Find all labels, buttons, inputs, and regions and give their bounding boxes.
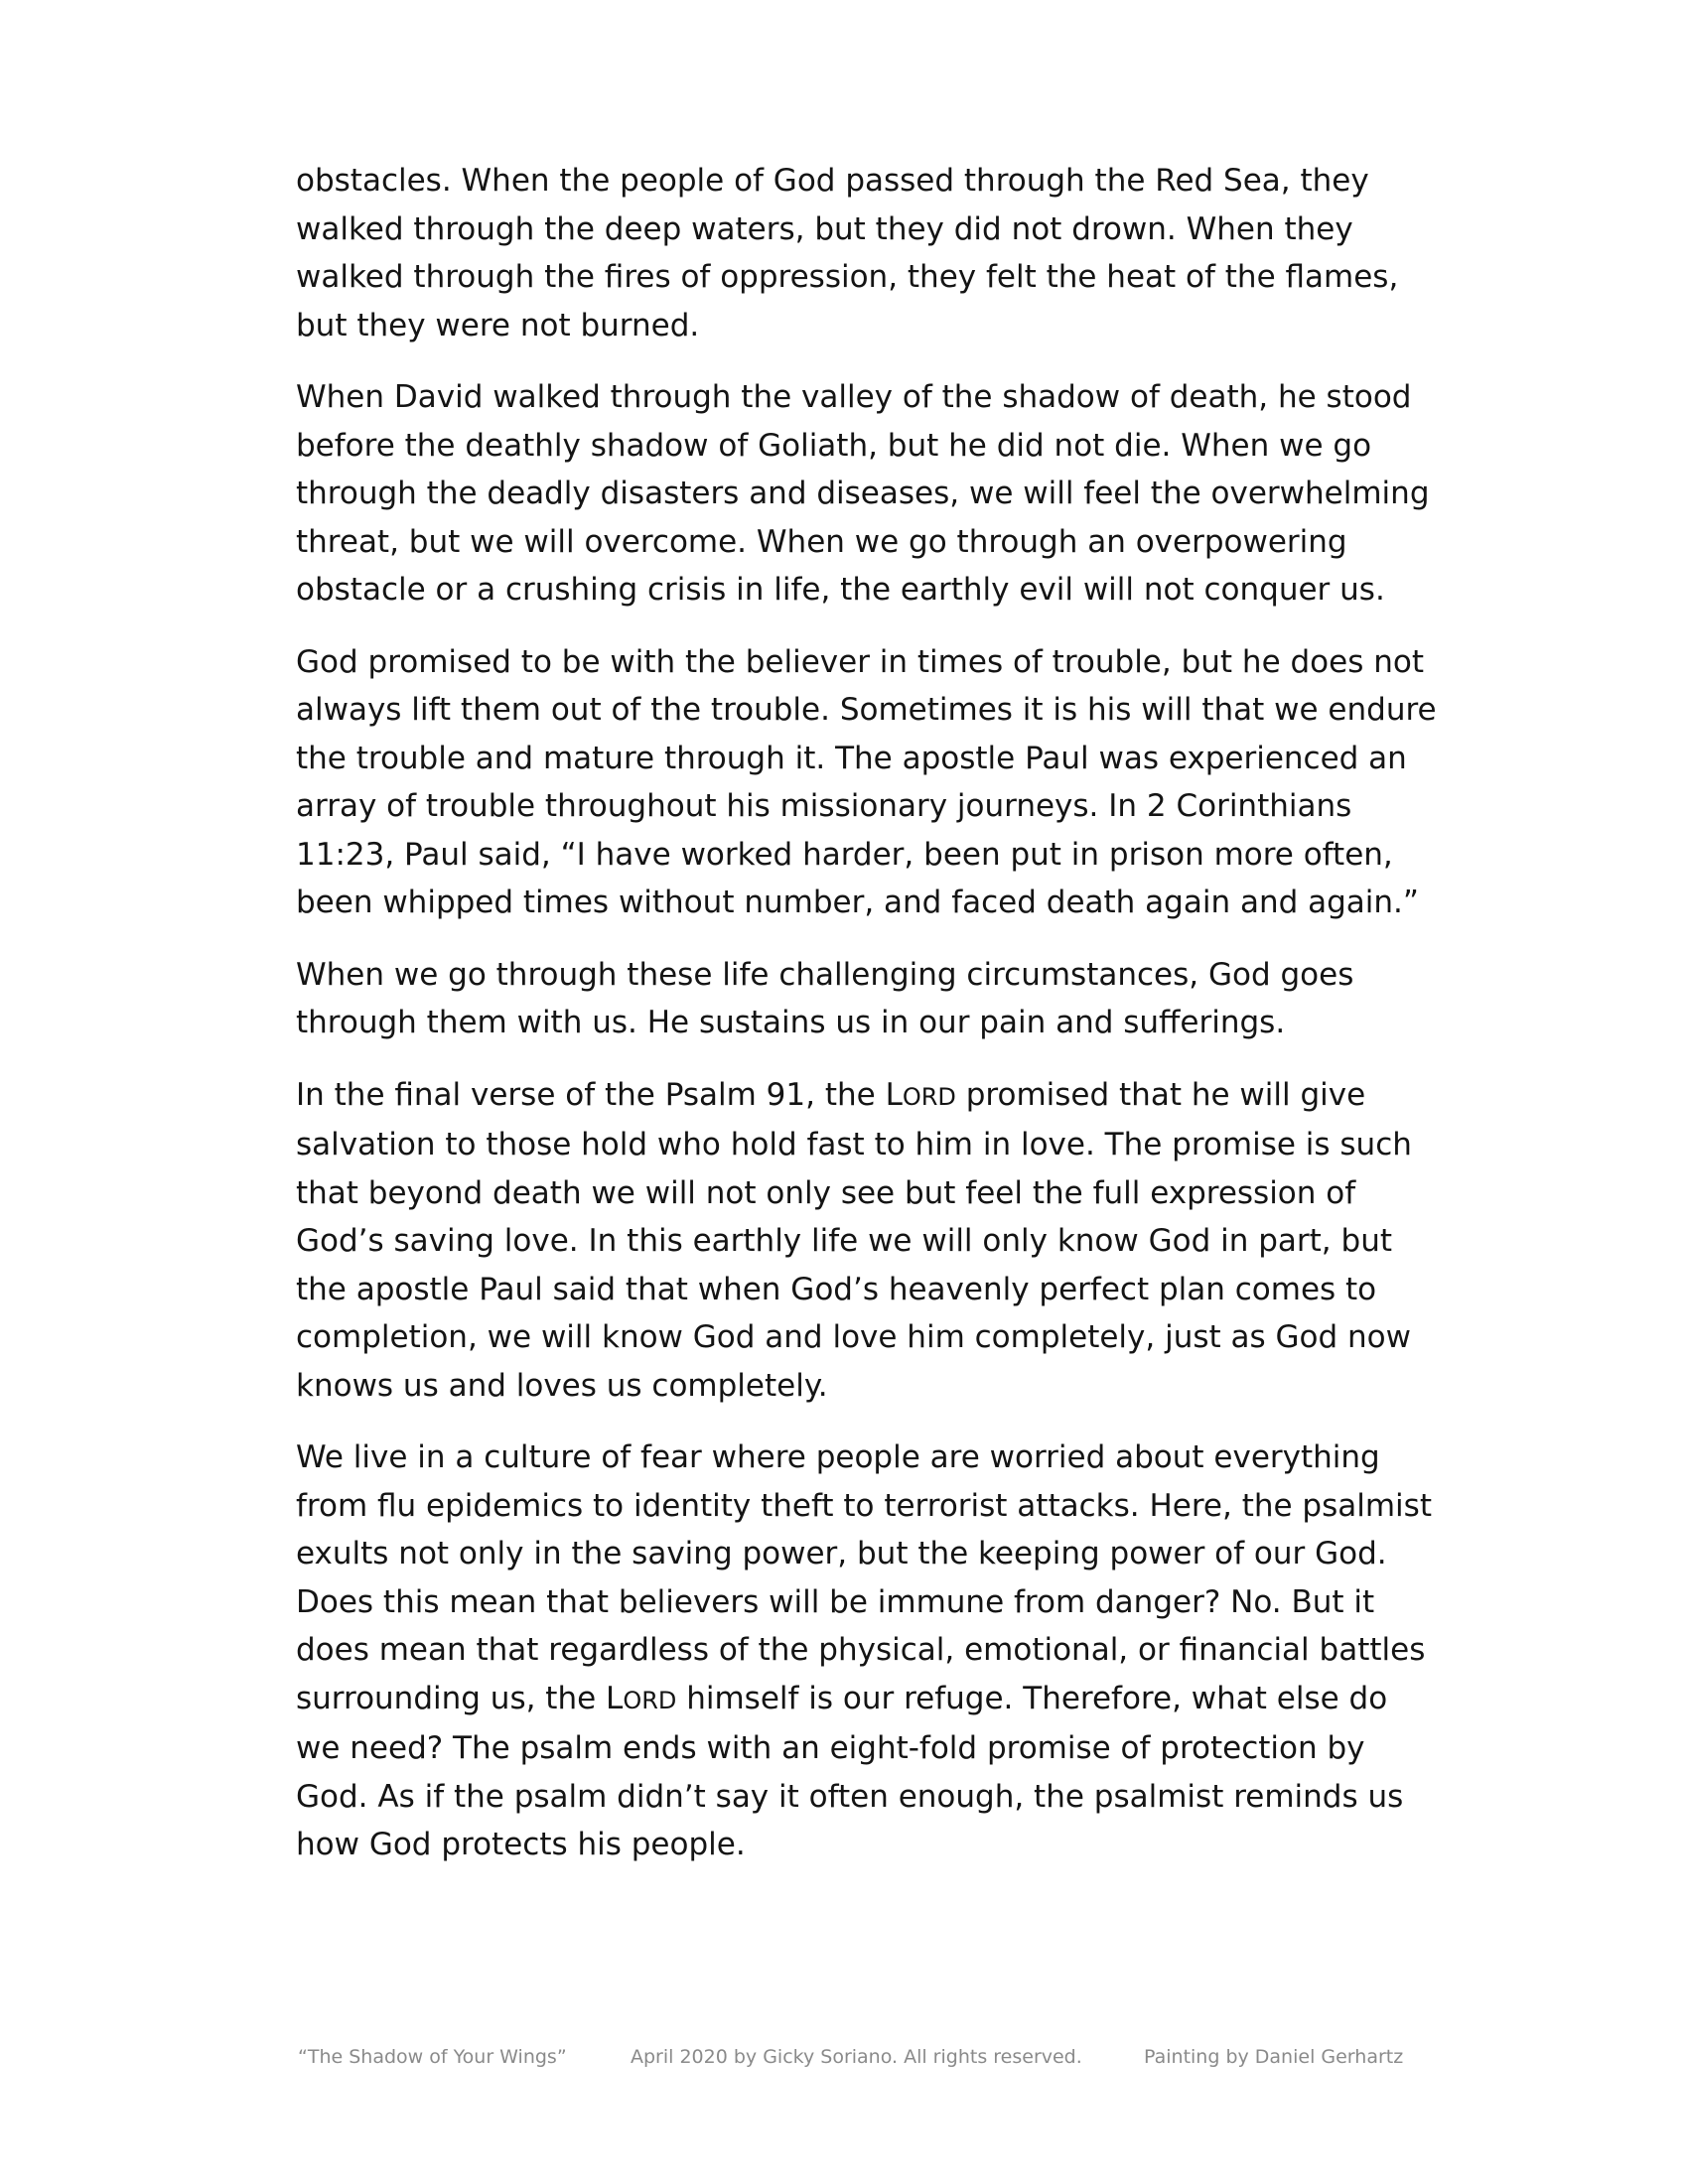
text-line: knows us and loves us completely.: [296, 1367, 828, 1404]
footer-credit: Painting by Daniel Gerhartz: [1144, 2046, 1404, 2068]
text-line: through the deadly disasters and diseases, we will feel the overwhelming: [296, 476, 1430, 511]
text-line: obstacle or a crushing crisis in life, the earthly evil will not conquer us.: [296, 572, 1385, 608]
lord-small-caps: ORD: [902, 1082, 956, 1111]
footer-copyright: April 2020 by Gicky Soriano. All rights reserved.: [631, 2046, 1082, 2068]
text-line: how God protects his people.: [296, 1827, 746, 1862]
text-line: God. As if the psalm didn’t say it often enough, the psalmist reminds us: [296, 1778, 1404, 1815]
body-text: [296, 157, 1437, 1893]
text-line: salvation to those hold who hold fast to him in love. The promise is such: [296, 1127, 1412, 1162]
text-line: been whipped times without number, and faced death again and again.”: [296, 885, 1419, 920]
text-line: through them with us. He sustains us in our pain and sufferings.: [296, 1005, 1286, 1040]
text-line: the apostle Paul said that when God’s heavenly perfect plan comes to: [296, 1271, 1377, 1307]
text-line: When David walked through the valley of the shadow of death, he stood: [296, 379, 1412, 415]
text-line: God’s saving love. In this earthly life we will only know God in part, but: [296, 1223, 1392, 1259]
page-footer: [0, 2046, 1688, 2076]
text-line: [296, 1071, 1418, 1122]
text-line: from flu epidemics to identity theft to terrorist attacks. Here, the psalmist: [296, 1487, 1432, 1524]
text-line: always lift them out of the trouble. Sometimes it is his will that we endure: [296, 692, 1437, 728]
text-line: Does this mean that believers will be immune from danger? No. But it: [296, 1583, 1375, 1620]
text-line: obstacles. When the people of God passed through the Red Sea, they: [296, 163, 1369, 199]
text-line: God promised to be with the believer in times of trouble, but he does not: [296, 643, 1424, 680]
text-line: exults not only in the saving power, but the keeping power of our God.: [296, 1536, 1387, 1571]
text-fragment: himself is our refuge. Therefore, what else do: [676, 1680, 1388, 1716]
text-line: walked through the fires of oppression, they felt the heat of the flames,: [296, 259, 1399, 295]
text-fragment: promised that he will give: [955, 1076, 1366, 1113]
paragraph-5: [296, 1071, 1418, 1411]
text-fragment: surrounding us, the: [296, 1680, 607, 1716]
text-line: we need? The psalm ends with an eight-fold promise of protection by: [296, 1730, 1365, 1766]
text-line: 11:23, Paul said, “I have worked harder, been put in prison more often,: [296, 836, 1393, 873]
lord-initial: L: [885, 1076, 903, 1113]
text-line: We live in a culture of fear where people are worried about everything: [296, 1439, 1380, 1475]
text-line: completion, we will know God and love him completely, just as God now: [296, 1319, 1411, 1355]
text-line: before the deathly shadow of Goliath, but he did not die. When we go: [296, 427, 1372, 464]
lord-small-caps: ORD: [623, 1686, 677, 1714]
text-fragment: In the final verse of the Psalm 91, the: [296, 1076, 886, 1113]
footer-title: “The Shadow of Your Wings”: [298, 2046, 567, 2068]
paragraph-4: [296, 951, 1418, 1047]
text-line: that beyond death we will not only see but feel the full expression of: [296, 1174, 1356, 1211]
text-line: walked through the deep waters, but they did not drown. When they: [296, 210, 1353, 247]
text-line: When we go through these life challenging circumstances, God goes: [296, 956, 1354, 993]
paragraph-1: [296, 157, 1418, 349]
paragraph-3: [296, 638, 1437, 927]
text-line: [296, 1675, 1418, 1725]
text-line: array of trouble throughout his missionary journeys. In 2 Corinthians: [296, 788, 1352, 824]
lord-initial: L: [606, 1680, 624, 1716]
text-line: the trouble and mature through it. The apostle Paul was experienced an: [296, 740, 1407, 776]
text-line: but they were not burned.: [296, 307, 700, 343]
paragraph-6: [296, 1433, 1432, 1869]
text-line: does mean that regardless of the physical, emotional, or financial battles: [296, 1632, 1426, 1668]
paragraph-2: [296, 373, 1430, 614]
text-line: threat, but we will overcome. When we go through an overpowering: [296, 523, 1347, 560]
